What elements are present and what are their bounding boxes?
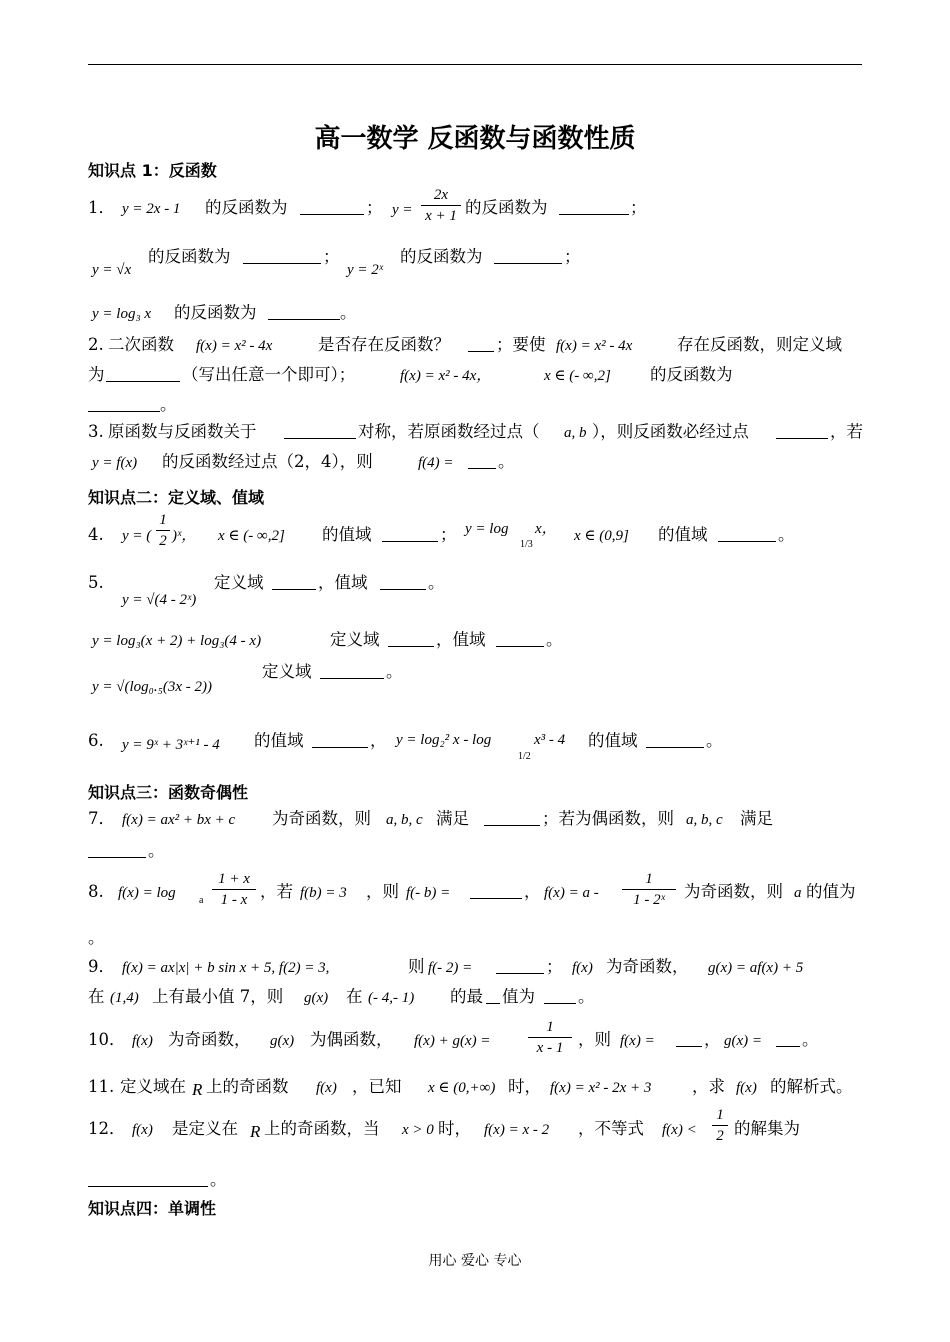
q8-formula-3: f(- b) = (406, 885, 451, 901)
q1-text-1: 的反函数为 (205, 198, 288, 217)
q5-blank-5[interactable] (320, 664, 384, 683)
q1-text-3: 的反函数为 (148, 247, 231, 266)
q3-text-4: ，若 (830, 422, 863, 441)
q6-end: 。 (706, 731, 723, 750)
q1-f2-denominator: x + 1 (425, 208, 457, 224)
q9-blank-3[interactable] (544, 989, 576, 1008)
q2-blank-2[interactable] (106, 367, 180, 386)
q11-formula-3: x ∈ (0,+∞) (428, 1080, 496, 1096)
q12-blank-1[interactable] (88, 1172, 208, 1191)
q1-number: 1． (88, 198, 115, 217)
q2-text-2: 是否存在反函数？ (318, 335, 450, 354)
q12-number: 12． (88, 1119, 126, 1138)
q9-text-7: 值为 (502, 987, 535, 1006)
q2-formula-1: f(x) = x² - 4x (196, 338, 273, 354)
q1-text-5: 的反函数为 (174, 303, 257, 322)
q2-text-4: 存在反函数，则定义域 (677, 335, 842, 354)
q1-formula-1: y = 2x - 1 (122, 201, 181, 217)
q8-sep: ， (524, 882, 541, 901)
q10-end: 。 (802, 1030, 819, 1049)
q7-blank-2[interactable] (88, 843, 146, 862)
header-rule (88, 64, 862, 65)
q4-end: 。 (778, 525, 795, 544)
q1-blank-4[interactable] (494, 249, 562, 268)
q3-end: 。 (498, 452, 515, 471)
q5-blank-2[interactable] (380, 575, 426, 594)
q9-formula-7: (- 4,- 1) (368, 990, 415, 1006)
q4-text-1: 的值域 (322, 525, 372, 544)
q4-formula-2: x ∈ (- ∞,2] (218, 528, 285, 544)
page-footer: 用心 爱心 专心 (428, 1253, 522, 1269)
section-heading-3: 知识点三：函数奇偶性 (88, 783, 249, 802)
q7-text-1: 为奇函数，则 (272, 809, 371, 828)
q5-blank-1[interactable] (272, 575, 316, 594)
q10-formula-1: f(x) (132, 1033, 153, 1049)
q7-text-3: ；若为偶函数，则 (542, 809, 674, 828)
q2-formula-3: f(x) = x² - 4x， (400, 368, 492, 384)
q1-sep-1: ； (366, 198, 383, 217)
q1-sep-2: ； (630, 198, 647, 217)
q9-formula-3: f(x) (572, 960, 593, 976)
q6-formula-2-tail: x³ - 4 (534, 732, 566, 748)
q4-formula-3-sub: 1/3 (520, 539, 533, 550)
q11-text-2: 上的奇函数 (206, 1077, 289, 1096)
q10-blank-1[interactable] (676, 1032, 702, 1051)
q1-sep-3: ； (323, 247, 340, 266)
q2-formula-2: f(x) = x² - 4x (556, 338, 633, 354)
q8-number: 8. (88, 882, 104, 901)
q8-end: 。 (88, 928, 105, 947)
q11-text-4: 时， (508, 1077, 541, 1096)
q12-formula-5-fraction (712, 1107, 728, 1145)
q8-text-3: 为奇函数，则 (684, 882, 783, 901)
q5-formula-3: y = √(log₀.₅(3x - 2)) (92, 679, 212, 695)
q12-formula-4: f(x) = x - 2 (484, 1122, 550, 1138)
q9-text-6: 的最 (450, 987, 483, 1006)
q8-text-4: 的值为 (806, 882, 856, 901)
q8-text-1: ，若 (260, 882, 293, 901)
q9-formula-1: f(x) = ax|x| + b sin x + 5, f(2) = 3, (122, 960, 330, 976)
q7-number: 7． (88, 809, 115, 828)
q11-text-5: ，求 (692, 1077, 725, 1096)
q12-f5-denominator: 2 (716, 1128, 724, 1144)
q3-text-2: 对称，若原函数经过点（ (358, 422, 540, 441)
q2-text-6: （写出任意一个即可）； (182, 365, 356, 384)
q7-blank-1[interactable] (484, 811, 540, 830)
q8-f4-denominator: 1 - 2ˣ (633, 892, 665, 908)
q2-number: 2. (88, 335, 104, 354)
q11-formula-1: R (192, 1080, 203, 1099)
q3-blank-2[interactable] (776, 424, 828, 443)
q5-blank-3[interactable] (388, 632, 434, 651)
q1-end: 。 (340, 303, 357, 322)
q10-number: 10． (88, 1030, 126, 1049)
q11-formula-4: f(x) = x² - 2x + 3 (550, 1080, 652, 1096)
q11-text-1: 定义域在 (120, 1077, 186, 1096)
q2-text-5: 为 (88, 365, 105, 384)
q12-formula-5: f(x) < (662, 1122, 697, 1138)
q1-sep-4: ； (564, 247, 581, 266)
q5-number: 5. (88, 573, 104, 592)
q12-end: 。 (210, 1170, 227, 1189)
q8-blank-1[interactable] (470, 884, 522, 903)
q12-formula-2: R (250, 1122, 261, 1141)
q5-text-1: 定义域 (214, 573, 264, 592)
q11-formula-2: f(x) (316, 1080, 337, 1096)
page-title: 高一数学 反函数与函数性质 (314, 124, 636, 154)
q1-formula-3: y = √x (92, 262, 132, 278)
q2-text-1: 二次函数 (108, 335, 174, 354)
q8-formula-1-fraction (212, 871, 256, 909)
q10-blank-2[interactable] (776, 1032, 800, 1051)
q10-formula-5: g(x) = (724, 1033, 763, 1049)
q4-f1-numerator: 1 (156, 512, 170, 531)
q1-formula-5: y = log₃ x (92, 306, 152, 322)
q3-formula-3: f(4) = (418, 455, 454, 471)
q6-formula-1: y = 9ˣ + 3ˣ⁺¹ - 4 (122, 737, 220, 753)
q1-text-4: 的反函数为 (400, 247, 483, 266)
q11-number: 11. (88, 1077, 115, 1096)
q9-formula-2: f(- 2) = (428, 960, 473, 976)
q11-formula-5: f(x) (736, 1080, 757, 1096)
q11-text-6: 的解析式。 (770, 1077, 853, 1096)
q9-text-5: 在 (346, 987, 363, 1006)
q2-blank-3[interactable] (88, 397, 160, 416)
q1-f2-numerator: 2x (421, 187, 461, 206)
q7-text-2: 满足 (436, 809, 469, 828)
q9-formula-4: g(x) = af(x) + 5 (708, 960, 804, 976)
q5-text-4: ，值域 (436, 630, 486, 649)
q8-formula-1: f(x) = log (118, 885, 176, 901)
q2-blank-1[interactable] (468, 337, 494, 356)
q7-text-4: 满足 (740, 809, 773, 828)
q1-blank-5[interactable] (268, 305, 340, 324)
q4-blank-2[interactable] (718, 527, 776, 546)
q12-formula-3: x > 0 (402, 1122, 434, 1138)
q9-text-2: 为奇函数， (606, 957, 689, 976)
q5-end-3: 。 (386, 662, 403, 681)
q10-f3-denominator: x - 1 (536, 1040, 564, 1056)
q6-text-1: 的值域 (254, 731, 304, 750)
q6-formula-2: y = log₂² x - log (396, 732, 492, 748)
q5-text-3: 定义域 (330, 630, 380, 649)
q10-sep: ， (704, 1030, 721, 1049)
q8-f1-denominator: 1 - x (220, 892, 248, 908)
q12-text-2: 上的奇函数，当 (264, 1119, 380, 1138)
q4-number: 4. (88, 525, 104, 544)
q4-formula-1-rhs: )ˣ， (172, 528, 197, 544)
q2-formula-4: x ∈ (- ∞,2] (544, 368, 611, 384)
q12-text-1: 是定义在 (172, 1119, 238, 1138)
q1-blank-2[interactable] (559, 200, 629, 219)
q6-blank-1[interactable] (312, 733, 368, 752)
q7-formula-2: a, b, c (386, 812, 423, 828)
q9-number: 9． (88, 957, 115, 976)
q6-text-2: 的值域 (588, 731, 638, 750)
q9-text-1: 则 (408, 957, 425, 976)
q3-blank-1[interactable] (284, 424, 356, 443)
section-heading-2: 知识点二：定义域、值域 (88, 488, 265, 507)
q2-text-3: ；要使 (496, 335, 546, 354)
q9-sep: ； (546, 957, 563, 976)
q9-blank-1[interactable] (496, 959, 544, 978)
q4-formula-3: y = log (465, 521, 509, 537)
q4-text-2: 的值域 (658, 525, 708, 544)
q4-blank-1[interactable] (382, 527, 438, 546)
q5-formula-2: y = log₃(x + 2) + log₃(4 - x) (92, 633, 262, 649)
q4-formula-3-tail: x， (535, 521, 557, 537)
q9-blank-2[interactable] (486, 989, 500, 1008)
q8-formula-2: f(b) = 3 (300, 885, 347, 901)
q4-formula-1-fraction (156, 512, 170, 550)
q10-formula-2: g(x) (270, 1033, 295, 1049)
q3-formula-2: y = f(x) (92, 455, 138, 471)
q1-text-2: 的反函数为 (465, 198, 548, 217)
q1-formula-4: y = 2ˣ (347, 262, 384, 278)
q1-blank-1[interactable] (300, 200, 364, 219)
q8-formula-1-sub: a (199, 895, 204, 906)
q8-f1-numerator: 1 + x (212, 871, 256, 890)
q5-end-1: 。 (428, 573, 445, 592)
q4-f1-denominator: 2 (159, 533, 167, 549)
q7-formula-1: f(x) = ax² + bx + c (122, 812, 236, 828)
q9-text-3: 在 (88, 987, 105, 1006)
q5-formula-1: y = √(4 - 2ˣ) (122, 592, 197, 608)
q10-formula-4: f(x) = (620, 1033, 655, 1049)
q10-text-2: 为偶函数， (310, 1030, 393, 1049)
q6-sep: ， (370, 731, 387, 750)
q9-formula-5: (1,4) (110, 990, 139, 1006)
q3-text-5: 的反函数经过点（2，4），则 (162, 452, 373, 471)
q6-number: 6. (88, 731, 104, 750)
q5-text-5: 定义域 (262, 662, 312, 681)
section-heading-4: 知识点四：单调性 (88, 1199, 217, 1218)
q5-end-2: 。 (546, 630, 563, 649)
q8-f4-numerator: 1 (622, 871, 676, 890)
q2-text-7: 的反函数为 (650, 365, 733, 384)
q4-sep: ； (440, 525, 457, 544)
q3-text-3: ），则反函数必经过点 (592, 422, 749, 441)
q10-formula-3-fraction (528, 1019, 572, 1057)
q12-formula-1: f(x) (132, 1122, 153, 1138)
q1-formula-2-fraction (421, 187, 461, 225)
q12-f5-numerator: 1 (712, 1107, 728, 1126)
q1-blank-3[interactable] (243, 249, 321, 268)
q12-text-3: 时， (438, 1119, 471, 1138)
q6-formula-2-sub: 1/2 (518, 751, 531, 762)
q11-text-3: ，已知 (352, 1077, 402, 1096)
q4-formula-1-lhs: y = ( (122, 528, 152, 544)
q5-blank-4[interactable] (496, 632, 544, 651)
q10-f3-numerator: 1 (528, 1019, 572, 1038)
q7-formula-3: a, b, c (686, 812, 723, 828)
q2-end: 。 (160, 395, 177, 414)
q6-blank-2[interactable] (646, 733, 704, 752)
q9-end: 。 (578, 987, 595, 1006)
q12-text-4: ，不等式 (578, 1119, 644, 1138)
q8-formula-4-fraction (622, 871, 676, 909)
q9-text-4: 上有最小值 7，则 (152, 987, 284, 1006)
q10-text-1: 为奇函数， (168, 1030, 251, 1049)
q7-end: 。 (148, 841, 165, 860)
q4-formula-4: x ∈ (0,9] (574, 528, 629, 544)
q3-number: 3. (88, 422, 104, 441)
q12-text-5: 的解集为 (734, 1119, 800, 1138)
q3-blank-3[interactable] (468, 454, 496, 473)
q1-formula-2-lhs: y = (392, 202, 413, 218)
q5-text-2: ，值域 (318, 573, 368, 592)
q3-formula-1: a, b (564, 425, 587, 441)
q8-formula-5: a (794, 885, 802, 901)
q9-formula-6: g(x) (304, 990, 329, 1006)
section-heading-1: 知识点 1：反函数 (88, 161, 217, 180)
q10-formula-3: f(x) + g(x) = (414, 1033, 491, 1049)
q10-text-3: ，则 (578, 1030, 611, 1049)
q8-text-2: ，则 (366, 882, 399, 901)
q8-formula-4: f(x) = a - (544, 885, 599, 901)
q3-text-1: 原函数与反函数关于 (108, 422, 257, 441)
